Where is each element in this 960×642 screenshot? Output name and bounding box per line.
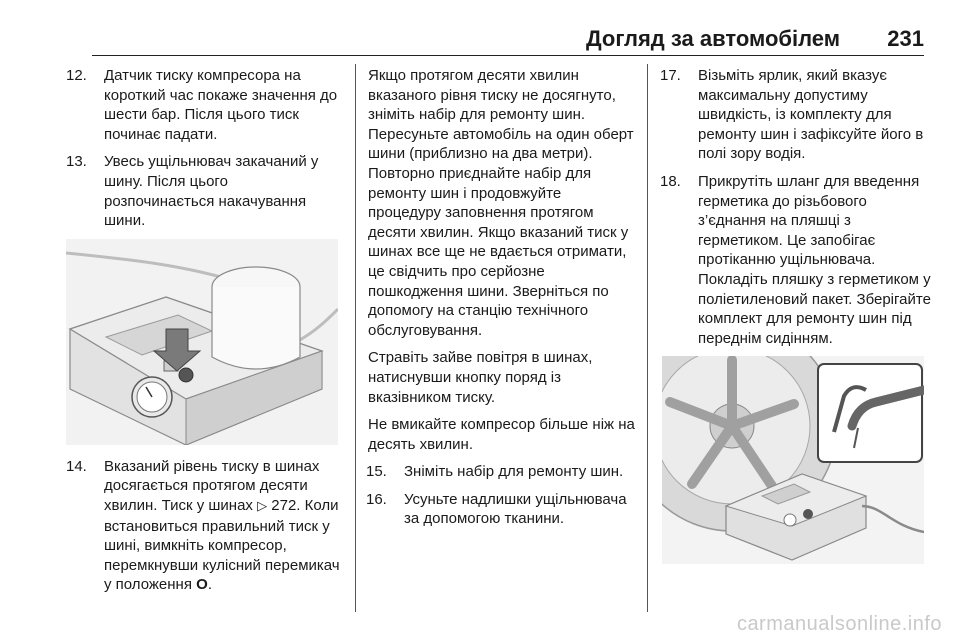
list-item-15 xyxy=(366,462,636,482)
list-item-18 xyxy=(660,172,936,348)
page-reference[interactable]: 272. Коли встановиться правильний тиск у шині, вимкніть компресор, перемкнувши кулісний перемикач у положення xyxy=(104,496,340,594)
list-item-17 xyxy=(660,66,936,164)
watermark: carmanualsonline.info xyxy=(736,613,942,635)
switch-position-symbol: O xyxy=(196,576,208,594)
item-number: 18. xyxy=(660,172,681,190)
arrow-ref-icon: ▷ xyxy=(257,498,268,514)
header-rule xyxy=(92,55,924,56)
column-1 xyxy=(66,66,342,603)
section-title: Догляд за автомобілем xyxy=(585,26,840,51)
item-text: Усуньте надлишки ущільнювача за допомогою тканини. xyxy=(404,490,627,528)
item-number: 15. xyxy=(366,463,387,481)
item-number: 17. xyxy=(660,67,681,84)
item-text: Вказаний рівень тиску в шинах досягається протягом десяти хвилин. Тиск у шинах xyxy=(104,457,320,514)
column-2 xyxy=(368,66,636,537)
column-3 xyxy=(660,66,936,576)
tyre-repair-drawing xyxy=(662,356,924,564)
column-divider-2 xyxy=(647,64,648,612)
compressor-drawing xyxy=(66,239,338,445)
item-number: 13. xyxy=(66,153,87,171)
page-number: 231 xyxy=(887,26,924,51)
list-item-16 xyxy=(366,490,636,529)
list-item-12 xyxy=(66,66,342,144)
item-text: Увесь ущільнювач закачаний у шину. Після цього розпочинається накачування шини. xyxy=(104,153,319,230)
item-text: Візьміть ярлик, який вказує максимальну допустиму швидкість, із комплекту для ремонту шин і зафіксуйте його в полі зору водія. xyxy=(698,67,924,163)
item-text: Прикрутіть шланг для введення герметика до різьбового з’єднання на пляшці з герметиком. Це запобігає протіканню ущільнювача. Покладіть пляшку з герметиком у поліетиленовий пакет. Зберігайте комплект для ремонту шин під переднім сидінням. xyxy=(698,172,931,347)
item-text: Датчик тиску компресора на короткий час покаже значення до шести бар. Після цього тиск починає падати. xyxy=(104,67,338,143)
list-item-13 xyxy=(66,152,342,230)
item-number: 16. xyxy=(366,490,387,508)
tyre-repair-illustration xyxy=(662,356,924,564)
paragraph-3: Не вмикайте компресор більше ніж на десять хвилин. xyxy=(368,416,635,453)
column-divider-1 xyxy=(355,64,356,612)
list-item-14: 14. Вказаний рівень тиску в шинах досягається протягом десяти хвилин. Тиск у шинах ▷ 272. Коли встановиться правильний тиск у шині, вимкніть компресор, перемкнувши кулісний перемикач у положення O. xyxy=(66,457,340,594)
item-number: 14. xyxy=(66,457,87,475)
paragraph-1: Якщо протягом десяти хвилин вказаного рівня тиску не досягнуто, зніміть набір для ремонту шин. Пересуньте автомобіль на один оберт шини (приблизно на два метри). Повторно приєднайте набір для ремонту шин і продовжуйте процедуру заповнення протягом десяти хвилин. Якщо вказаний тиск у шинах все ще не вдається отримати, це свідчить про серйозне пошкодження шини. Зверніться по допомогу на станцію технічного обслуговування. xyxy=(368,67,634,339)
item-number: 12. xyxy=(66,67,87,84)
item-text: Зніміть набір для ремонту шин. xyxy=(404,463,624,481)
compressor-illustration xyxy=(66,239,338,445)
paragraph-2: Стравіть зайве повітря в шинах, натиснувши кнопку поряд із вказівником тиску. xyxy=(368,349,593,406)
